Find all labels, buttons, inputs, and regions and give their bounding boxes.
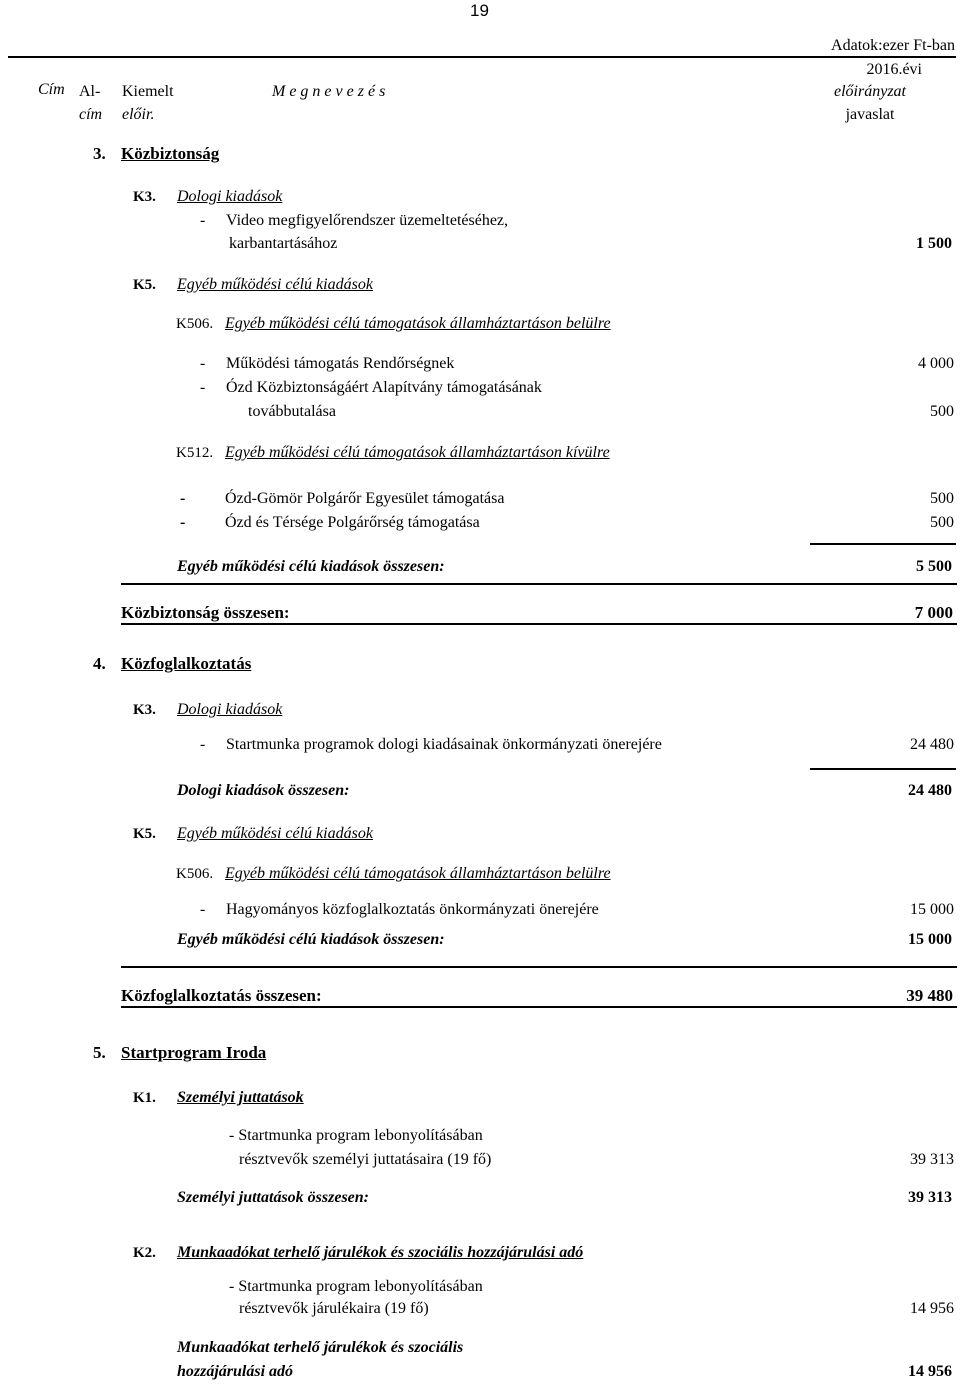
s4-k3-item1-text: Startmunka programok dologi kiadásainak önkormányzati önerejére [226, 736, 662, 753]
header-value-line3: javaslat [845, 106, 895, 123]
s3-k506-item2-dash: - [200, 379, 206, 396]
s4-k5-total-label: Egyéb működési célú kiadások összesen: [177, 931, 445, 948]
s3-total-rule-top [121, 583, 957, 585]
header-kiemelt-line2: előir. [122, 106, 155, 123]
s5-k1-title: Személyi juttatások [177, 1089, 304, 1106]
s3-k512-title: Egyéb működési célú támogatások államháztartáson kívülre [225, 444, 610, 461]
header-value-line2: előirányzat [834, 83, 906, 100]
s4-total-value: 39 480 [906, 986, 953, 1005]
header-top-rule [8, 56, 956, 58]
units-note: Adatok:ezer Ft-ban [831, 37, 955, 54]
s4-k3-total-value: 24 480 [908, 782, 952, 799]
header-cim: Cím [38, 81, 65, 98]
section-5-title: Startprogram Iroda [121, 1043, 267, 1062]
s3-k5-title: Egyéb működési célú kiadások [177, 276, 373, 293]
s5-k2-total-value: 14 956 [908, 1363, 952, 1380]
section-4-title: Közfoglalkoztatás [121, 654, 252, 673]
s4-k5-total-value: 15 000 [908, 931, 952, 948]
s3-k512-code: K512. [176, 445, 214, 461]
section-3-number: 3. [93, 144, 106, 163]
s3-k3-item1-line1: Video megfigyelőrendszer üzemeltetéséhez, [226, 212, 509, 229]
s3-total-label: Közbiztonság összesen: [121, 603, 290, 622]
s5-k2-item1-line2: résztvevők járulékaira (19 fő) [239, 1300, 429, 1317]
s5-k2-title: Munkaadókat terhelő járulékok és szociális hozzájárulási adó [177, 1244, 584, 1261]
s4-k3-total-label: Dologi kiadások összesen: [177, 782, 350, 799]
header-kiemelt-line1: Kiemelt [122, 83, 174, 100]
section-5-number: 5. [93, 1043, 106, 1062]
s4-k3-item1-dash: - [200, 736, 206, 753]
s3-k3-item1-dash: - [200, 212, 206, 229]
s4-k506-item1-dash: - [200, 901, 206, 918]
s4-total-label: Közfoglalkoztatás összesen: [121, 986, 322, 1005]
s3-k3-item1-value: 1 500 [916, 235, 952, 252]
s3-k512-item1-value: 500 [930, 490, 954, 507]
s4-k506-item1-value: 15 000 [910, 901, 954, 918]
s5-k2-code: K2. [133, 1245, 156, 1261]
s4-k5-title: Egyéb működési célú kiadások [177, 825, 373, 842]
s4-k3-item1-value: 24 480 [910, 736, 954, 753]
s5-k1-item1-line1: - Startmunka program lebonyolításában [229, 1127, 483, 1144]
s4-total-rule-top [121, 966, 957, 968]
s3-k506-item2-line2: továbbutalása [248, 403, 336, 420]
s3-k506-item1-text: Működési támogatás Rendőrségnek [226, 355, 455, 372]
header-alcim-line1: Al- [79, 83, 101, 100]
s3-k5-sum-rule [810, 543, 956, 545]
s4-k3-title: Dologi kiadások [177, 701, 283, 718]
s3-k512-item2-value: 500 [930, 514, 954, 531]
s4-k5-code: K5. [133, 826, 156, 842]
s4-k506-title: Egyéb működési célú támogatások államháztartáson belülre [225, 865, 611, 882]
header-alcim-line2: cím [79, 106, 103, 123]
s5-k1-code: K1. [133, 1090, 156, 1106]
s5-k1-total-label: Személyi juttatások összesen: [177, 1189, 370, 1206]
s3-total-rule-bottom [121, 623, 957, 625]
s5-k1-total-value: 39 313 [908, 1189, 952, 1206]
header-megnevezes: M e g n e v e z é s [272, 83, 386, 100]
s5-k2-item1-line1: - Startmunka program lebonyolításában [229, 1278, 483, 1295]
s3-k506-item2-line1: Ózd Közbiztonságáért Alapítvány támogatásának [226, 379, 542, 396]
s3-k5-total-value: 5 500 [916, 558, 952, 575]
s4-total-rule-bottom [121, 1006, 957, 1008]
s4-k3-sum-rule [810, 768, 956, 770]
s5-k2-total-label-line2: hozzájárulási adó [177, 1363, 294, 1380]
s3-k5-code: K5. [133, 277, 156, 293]
s3-k5-total-label: Egyéb működési célú kiadások összesen: [177, 558, 445, 575]
s4-k3-code: K3. [133, 702, 156, 718]
s4-k506-code: K506. [176, 866, 214, 882]
section-3-title: Közbiztonság [121, 144, 220, 163]
s3-k512-item2-text: Ózd és Térsége Polgárőrség támogatása [225, 514, 480, 531]
s3-k506-item2-value: 500 [930, 403, 954, 420]
s5-k1-item1-value: 39 313 [910, 1151, 954, 1168]
s3-k506-item1-value: 4 000 [918, 355, 954, 372]
s3-k506-title: Egyéb működési célú támogatások államháztartáson belülre [225, 315, 611, 332]
s5-k2-total-label-line1: Munkaadókat terhelő járulékok és szociális [177, 1339, 464, 1356]
s3-total-value: 7 000 [914, 603, 953, 622]
s5-k2-item1-value: 14 956 [910, 1300, 954, 1317]
s3-k512-item2-dash: - [180, 514, 186, 531]
s3-k3-code: K3. [133, 189, 156, 205]
s5-k1-item1-line2: résztvevők személyi juttatásaira (19 fő) [239, 1151, 492, 1168]
s3-k506-code: K506. [176, 316, 214, 332]
s3-k512-item1-dash: - [180, 490, 186, 507]
s3-k506-item1-dash: - [200, 355, 206, 372]
s3-k3-item1-line2: karbantartásához [229, 235, 338, 252]
page-number: 19 [470, 1, 489, 20]
s3-k3-title: Dologi kiadások [177, 188, 283, 205]
header-value-line1: 2016.évi [866, 61, 922, 78]
s4-k506-item1-text: Hagyományos közfoglalkoztatás önkormányzati önerejére [226, 901, 599, 918]
section-4-number: 4. [93, 654, 106, 673]
s3-k512-item1-text: Ózd-Gömör Polgárőr Egyesület támogatása [225, 490, 505, 507]
